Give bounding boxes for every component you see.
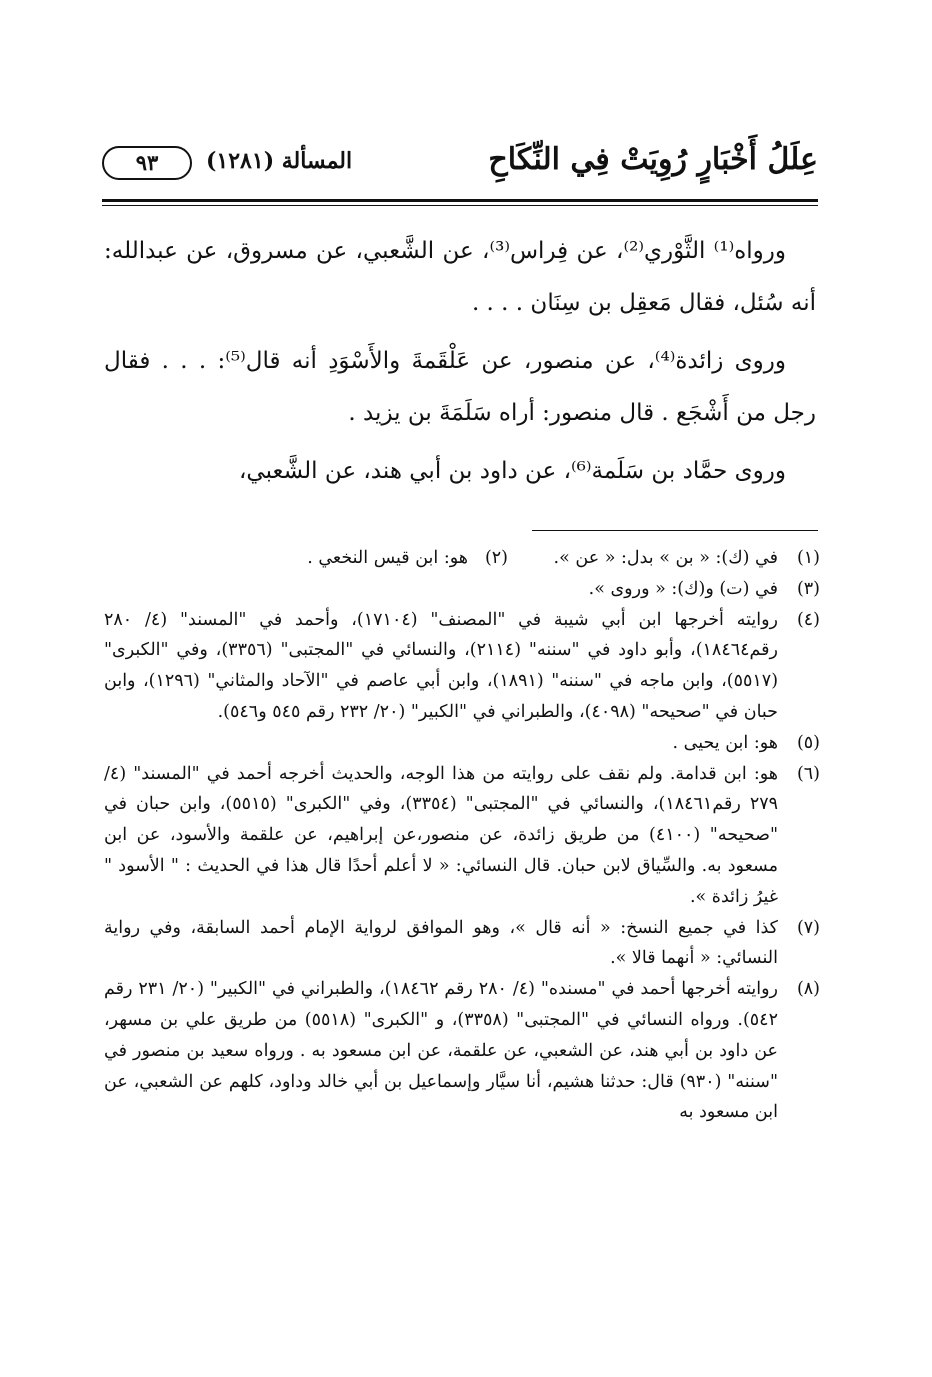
footnote-number: (٣)	[796, 578, 820, 599]
footnote-text: في (ك): « بن » بدل: « عن ».	[553, 548, 778, 568]
footnote-text: روايته أخرجها ابن أبي شيبة في "المصنف" (١٧١٠٤)، وأحمد في "المسند" (٤/ ٢٨٠ رقم١٨٤٦٤)، وأبو داود في "سننه" (٢١١٤)، والنسائي في "المجتبى" (٣٣٥٦)، وفي "الكبرى" (٥٥١٧)، وابن ماجه في "سننه" (١٨٩١)، وابن أبي عاصم في "الآحاد والمثاني" (١٢٩٦)، وابن حبان في "صحيحه" (٤٠٩٨)، والطبراني في "الكبير" (٢٠/ ٢٣٢ رقم ٥٤٥ و٥٤٦).	[104, 609, 779, 722]
page-header	[102, 140, 818, 188]
main-text	[104, 225, 816, 497]
footnote-row	[104, 974, 820, 1128]
footnote-number: (٦)	[796, 763, 820, 784]
footnote-text: هو: ابن قيس النخعي .	[307, 548, 468, 568]
footnote-row	[104, 605, 820, 728]
footnote-row	[104, 574, 820, 605]
footnote-text: هو: ابن يحيى .	[672, 732, 778, 753]
footnote-number: (٨)	[796, 979, 820, 1000]
footnote-row	[104, 543, 820, 574]
page-number: ٩٣	[102, 146, 192, 180]
footnote-text: هو: ابن قدامة. ولم نقف على روايته من هذا الوجه، والحديث أخرجه أحمد في "المسند" (٤/ ٢٧٩ رقم١٨٤٦١)، والنسائي في "المجتبى" (٣٣٥٤)، وفي "الكبرى" (٥٥١٥)، وابن حبان في "صحيحه" (٤١٠٠) من طريق زائدة، عن منصور،عن إبراهيم، عن علقمة والأسود، عن ابن مسعود به. والسِّياق لابن حبان. قال النسائي: « لا أعلم أحدًا قال هذا في الحديث : " الأسود " غيرُ زائدة ».	[104, 763, 779, 907]
footnotes	[104, 543, 820, 1128]
main-paragraph: وروى حمَّاد بن سَلَمة⁽⁶⁾، عن داود بن أبي هند، عن الشَّعبي،	[238, 458, 786, 484]
header-rule-thin	[102, 205, 818, 206]
footnote-number: (١)	[796, 548, 820, 568]
footnote-separator	[532, 530, 818, 531]
footnote-row	[104, 913, 820, 975]
footnote-row	[104, 728, 820, 759]
footnote-text: روايته أخرجها أحمد في "مسنده" (٤/ ٢٨٠ رقم ١٨٤٦٢)، والطبراني في "الكبير" (٢٠/ ٢٣١ رقم ٥٤٢). ورواه النسائي في "المجتبى" (٣٣٥٨)، و "الكبرى" (٥٥١٨) من طريق علي بن مسهر، عن داود بن أبي هند، عن الشعبي، عن علقمة، عن ابن مسعود به . ورواه سعيد بن منصور في "سننه" (٩٣٠) قال: حدثنا هشيم، أنا سيَّار وإسماعيل بن أبي خالد وداود، كلهم عن الشعبي، عن ابن مسعود به	[104, 979, 778, 1123]
main-paragraph: وروى زائدة⁽⁴⁾، عن منصور، عن عَلْقَمةَ والأَسْوَدِ أنه قال⁽⁵⁾: . . . فقال رجل من أَشْجَع . قال منصور: أراه سَلَمَةَ بن يزيد .	[104, 348, 816, 426]
main-paragraph: ورواه⁽¹⁾ الثَّوْري⁽²⁾، عن فِراس⁽³⁾، عن الشَّعبي، عن مسروق، عن عبدالله: أنه سُئل، فقال مَعقِل بن سِنَان . . . .	[104, 238, 816, 316]
footnote-number: (٤)	[796, 609, 820, 630]
footnote-number: (٢)	[484, 548, 508, 568]
footnote-text: كذا في جميع النسخ: « أنه قال »، وهو الموافق لرواية الإمام أحمد السابقة، وفي رواية النسائي: « أنهما قالا ».	[104, 917, 778, 969]
footnote-number: (٧)	[796, 917, 820, 938]
issue-label: المسألة (١٢٨١)	[206, 148, 353, 174]
header-rule-thick	[102, 199, 818, 202]
footnote-row	[104, 759, 820, 913]
book-title: عِلَلُ أَخْبَارٍ رُوِيَتْ فِي النِّكَاحِ	[488, 142, 818, 177]
footnote-number: (٥)	[796, 732, 820, 753]
footnote-text: في (ت) و(ك): « وروى ».	[588, 578, 778, 599]
